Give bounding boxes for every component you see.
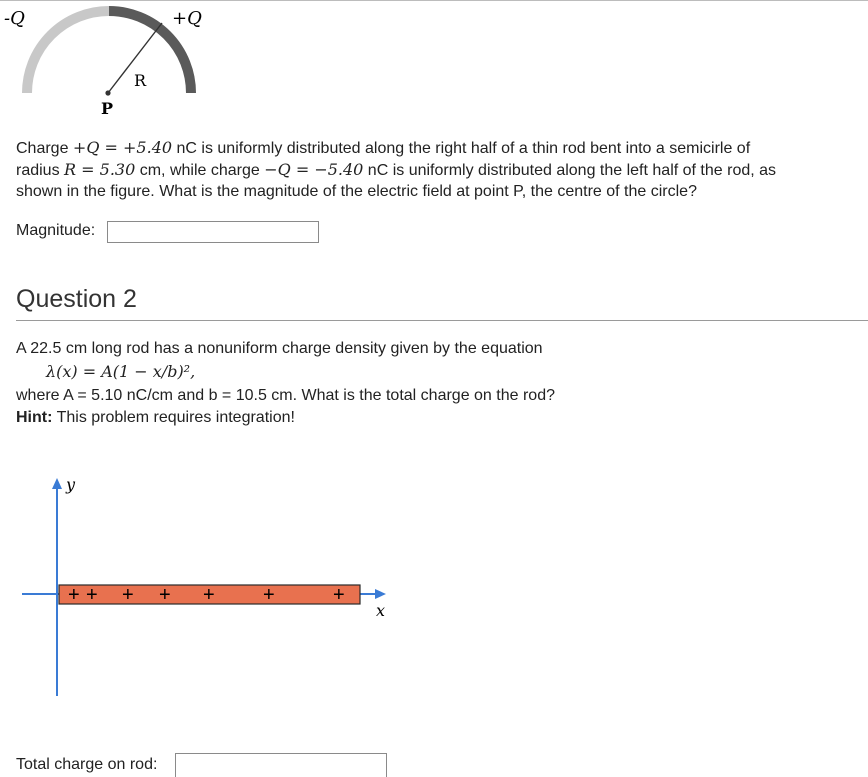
hint-text: This problem requires integration! — [52, 409, 295, 426]
semicircle-rod-figure — [0, 0, 220, 120]
label-minus-q: -Q — [4, 8, 25, 29]
rod-charge-sign: + — [263, 584, 275, 606]
rod-charge-sign: + — [122, 584, 134, 606]
y-axis-label: y — [66, 475, 76, 494]
q2-equation — [46, 361, 195, 384]
q1-line-1 — [16, 137, 750, 160]
label-plus-q: +Q — [172, 8, 202, 29]
q1-line-1-text-a: Charge — [16, 140, 73, 157]
q2-line-1: A 22.5 cm long rod has a nonuniform charge density given by the equation — [16, 340, 543, 357]
total-charge-label: Total charge on rod: — [16, 756, 158, 773]
rod-charge-sign: + — [86, 584, 98, 606]
y-axis-arrow — [52, 478, 62, 489]
q1-line-2-text-b: cm, while charge — [135, 162, 265, 179]
q1-line-2-text-c: nC is uniformly distributed along the left half of the rod, as — [363, 162, 777, 179]
label-r: R — [134, 71, 147, 90]
magnitude-input[interactable] — [107, 221, 319, 243]
q1-line-2-math-a: R = 5.30 — [64, 160, 136, 179]
q2-line-3: where A = 5.10 nC/cm and b = 10.5 cm. What is the total charge on the rod? — [16, 387, 555, 404]
x-axis-arrow — [375, 589, 386, 599]
question-2-divider — [16, 320, 868, 321]
rod-charge-sign: + — [159, 584, 171, 606]
rod-charge-sign: + — [203, 584, 215, 606]
q1-line-2-text-a: radius — [16, 162, 65, 179]
total-charge-input[interactable] — [175, 753, 387, 777]
q2-equation-text: λ(x) = A(1 − x/b)², — [46, 362, 196, 381]
q1-line-3: shown in the figure. What is the magnitude of the electric field at point P, the centre of the circle? — [16, 183, 697, 200]
x-axis-label: x — [376, 601, 386, 620]
point-p-dot — [105, 90, 110, 95]
q1-line-2-math-b: −Q = −5.40 — [264, 160, 364, 179]
magnitude-label: Magnitude: — [16, 222, 96, 239]
label-p: P — [101, 99, 114, 118]
hint-label: Hint: — [16, 409, 53, 426]
q1-line-2 — [16, 159, 776, 182]
rod-charge-sign: + — [68, 584, 80, 606]
q2-hint — [16, 407, 295, 429]
question-2-title: Question 2 — [16, 285, 137, 313]
q1-line-1-text-b: nC is uniformly distributed along the right half of a thin rod bent into a semicirle of — [172, 140, 751, 157]
q1-line-1-math: +Q = +5.40 — [72, 138, 173, 157]
charged-rod-figure — [0, 470, 420, 710]
rod-left-half — [27, 11, 109, 93]
rod-charge-sign: + — [333, 584, 345, 606]
